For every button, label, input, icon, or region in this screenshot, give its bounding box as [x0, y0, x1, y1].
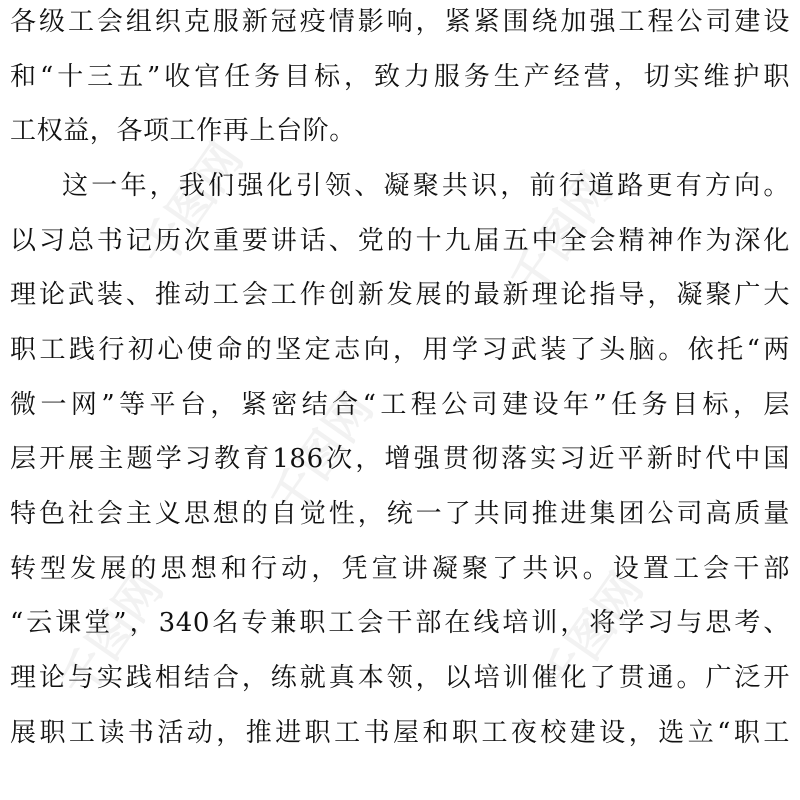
paragraph-line: 理论与实践相结合，练就真本领，以培训催化了贯通。广泛开 [10, 663, 790, 693]
paragraph-line: 以习总书记历次重要讲话、党的十九届五中全会精神作为深化 [10, 226, 790, 256]
paragraph-line: 展职工读书活动，推进职工书屋和职工夜校建设，选立“职工 [10, 718, 790, 748]
paragraph-line: 微一网”等平台，紧密结合“工程公司建设年”任务目标，层 [10, 390, 790, 420]
paragraph-line: 职工践行初心使命的坚定志向，用学习武装了头脑。依托“两 [10, 335, 790, 365]
paragraph-line: 转型发展的思想和行动，凭宣讲凝聚了共识。设置工会干部 [10, 554, 790, 584]
paragraph-line: 这一年，我们强化引领、凝聚共识，前行道路更有方向。 [62, 171, 790, 201]
paragraph-line: 各级工会组织克服新冠疫情影响，紧紧围绕加强工程公司建设 [10, 7, 790, 37]
watermark: 千图网 [529, 562, 654, 707]
paragraph-line: 工权益，各项工作再上台阶。 [10, 116, 356, 146]
watermark: 千图网 [499, 162, 624, 307]
paragraph-line: 特色社会主义思想的自觉性，统一了共同推进集团公司高质量 [10, 499, 790, 529]
paragraph-line: “云课堂”，340名专兼职工会干部在线培训，将学习与思考、 [10, 608, 790, 638]
paragraph-line: 理论武装、推动工会工作创新发展的最新理论指导，凝聚广大 [10, 280, 790, 310]
watermark: 千图网 [49, 562, 174, 707]
paragraph-line: 层开展主题学习教育186次，增强贯彻落实习近平新时代中国 [10, 444, 790, 474]
watermark: 千图网 [259, 382, 384, 527]
watermark: 千图网 [129, 132, 254, 277]
paragraph-line: 和“十三五”收官任务目标，致力服务生产经营，切实维护职 [10, 62, 790, 92]
